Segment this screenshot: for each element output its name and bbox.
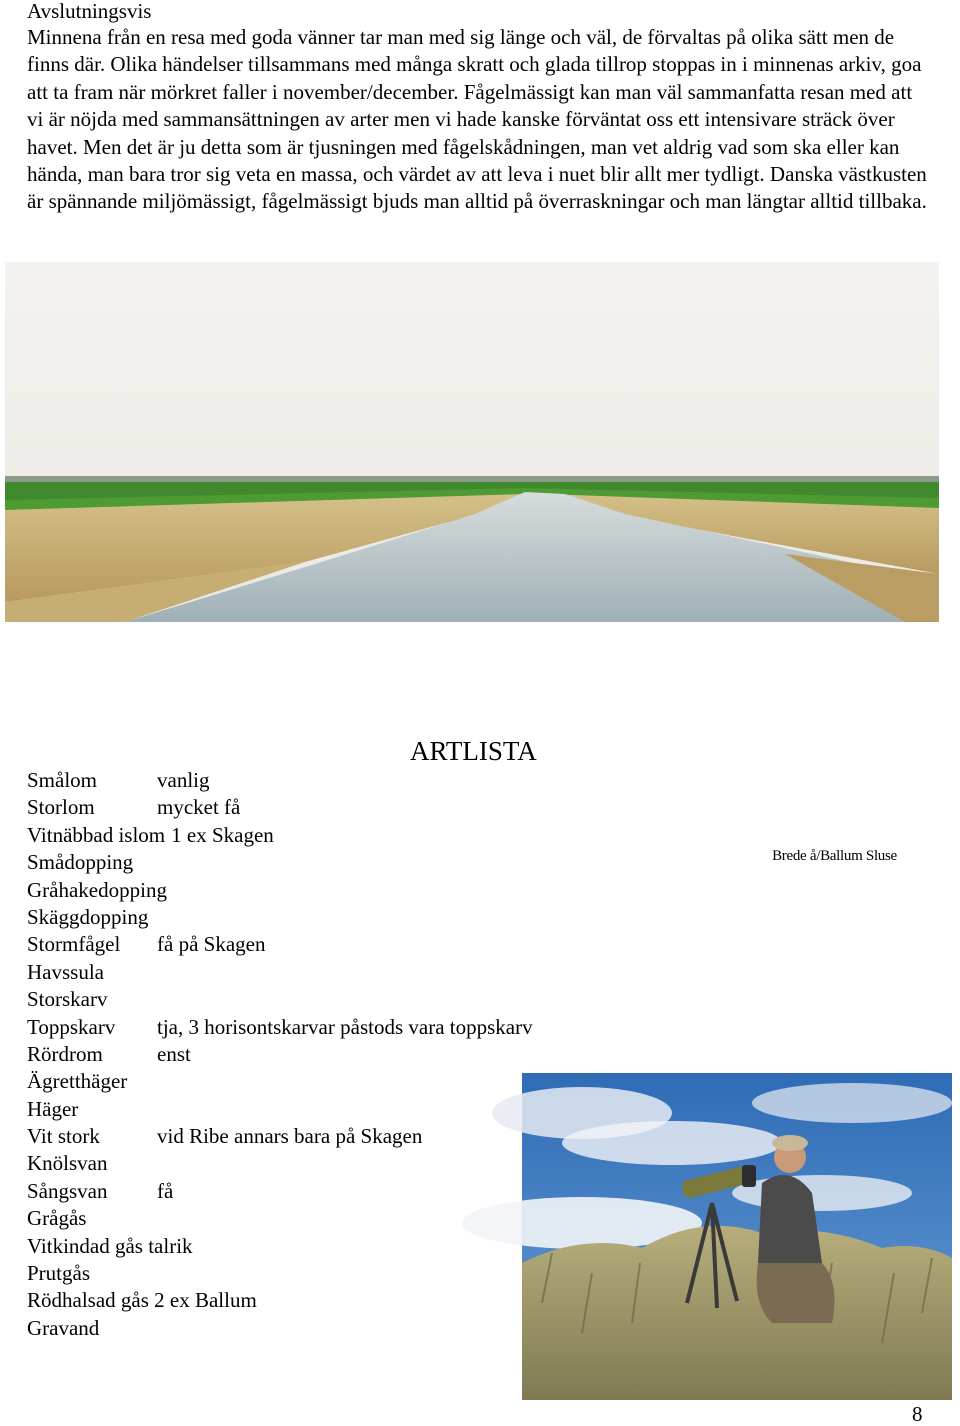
species-item — [27, 1014, 533, 1041]
page-number: 8 — [912, 1402, 923, 1426]
species-item — [27, 877, 274, 904]
species-note: enst — [157, 1041, 191, 1066]
species-note: tja, 3 horisontskarvar påstods vara toppskarv — [157, 1014, 533, 1039]
species-note: vid Ribe annars bara på Skagen — [157, 1124, 423, 1149]
summary-paragraph — [27, 24, 932, 216]
species-item — [27, 1233, 274, 1260]
species-name: Skäggdopping — [27, 904, 149, 929]
species-name: Vitnäbbad islom — [27, 822, 166, 847]
species-item — [27, 1041, 274, 1068]
paragraph-sentence: Fågelmässigt kan man väl sammanfatta resan med att vi är nöjda med sammansättningen av arter men vi hade kanske förväntat oss ett intensivare sträck över havet. — [27, 79, 913, 159]
species-name: Gråhakedopping — [27, 877, 167, 902]
species-name: Havssula — [27, 959, 104, 984]
species-item — [27, 1205, 274, 1232]
paragraph-sentence: Minnena från en resa med goda vänner tar man med sig länge och väl, de förvaltas på olika sätt men de finns där. Olika händelser tillsammans med många skratt och glada tillrop stoppas in i minnenas arkiv, goa att ta fram när mörkret faller i november/december. — [27, 25, 922, 104]
species-item — [27, 1096, 274, 1123]
species-note: vanlig — [157, 768, 210, 792]
species-item — [27, 1150, 274, 1177]
species-item — [27, 794, 274, 821]
species-name: Gravand — [27, 1315, 100, 1340]
species-name: Smålom — [27, 768, 98, 792]
species-note: mycket få — [157, 795, 241, 820]
species-name: Storlom — [27, 795, 95, 820]
species-note: få på Skagen — [157, 932, 266, 957]
species-note: få — [157, 1178, 174, 1203]
species-item — [27, 1260, 274, 1287]
species-name: Sångsvan — [27, 1178, 108, 1203]
paragraph-sentence: Men det är ju detta som är tjusningen med fågelskådningen, man vet aldrig vad som ska eller kan hända, man bara tror sig veta en massa, och värdet av att leva i nuet blir allt mer tydligt. — [27, 134, 900, 187]
species-note: 1 ex Skagen — [171, 822, 274, 847]
species-name: Häger — [27, 1096, 79, 1121]
species-item — [27, 1287, 274, 1314]
species-list-title: ARTLISTA — [410, 736, 537, 766]
species-list — [27, 767, 533, 1342]
species-item — [27, 986, 274, 1013]
species-name: Prutgås — [27, 1261, 90, 1286]
species-name: Rördrom — [27, 1041, 103, 1066]
species-item — [27, 822, 274, 849]
birdwatcher-photo — [522, 1073, 952, 1400]
species-name: Ägretthäger — [27, 1069, 128, 1094]
photo-caption: Brede å/Ballum Sluse — [746, 839, 923, 874]
species-item — [27, 1123, 423, 1150]
species-item — [27, 1315, 274, 1342]
species-item — [27, 931, 274, 958]
species-item — [27, 1178, 274, 1205]
species-name: Knölsvan — [27, 1151, 108, 1176]
species-name: Smådopping — [27, 850, 134, 875]
species-name: Toppskarv — [27, 1014, 116, 1039]
species-name: Rödhalsad gås 2 ex Ballum — [27, 1288, 257, 1313]
species-item — [27, 904, 274, 931]
species-item — [27, 959, 274, 986]
species-name: Storskarv — [27, 987, 108, 1012]
species-item — [27, 1068, 274, 1095]
species-item — [27, 767, 274, 794]
species-name: Grågås — [27, 1206, 87, 1231]
species-name: Vit stork — [27, 1124, 100, 1149]
section-heading: Avslutningsvis — [27, 0, 152, 23]
species-name: Vitkindad gås talrik — [27, 1233, 193, 1258]
species-name: Stormfågel — [27, 932, 121, 957]
species-item — [27, 849, 274, 876]
paragraph-sentence: Danska västkusten är spännande miljömässigt, fågelmässigt bjuds man alltid på överraskningar och man längtar alltid tillbaka. — [27, 162, 927, 214]
